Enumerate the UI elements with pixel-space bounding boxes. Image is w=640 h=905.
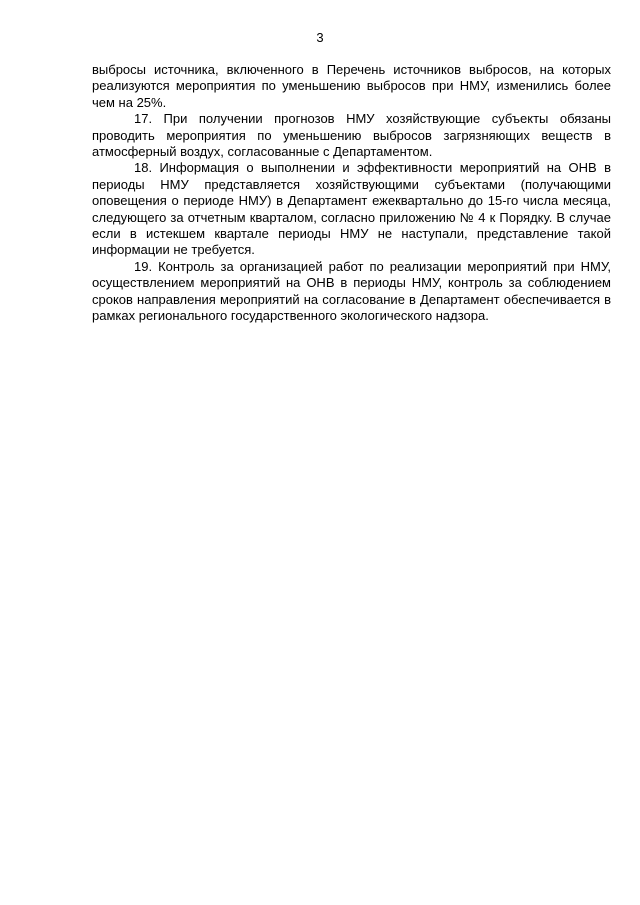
paragraph-item-19: 19. Контроль за организацией работ по реализации мероприятий при НМУ, осуществлением мероприятий на ОНВ в периоды НМУ, контроль за соблюдением сроков направления мероприятий на согласование в Департамент обеспечивается в рамках регионального государственного экологического надзора. (92, 258, 611, 324)
document-body (92, 62, 611, 325)
paragraph-item-17: 17. При получении прогнозов НМУ хозяйствующие субъекты обязаны проводить мероприятия по уменьшению выбросов загрязняющих веществ в атмосферный воздух, согласованные с Департаментом. (92, 111, 611, 160)
paragraph-item-18: 18. Информация о выполнении и эффективности мероприятий на ОНВ в периоды НМУ представляется хозяйствующими субъектами (получающими оповещения о периоде НМУ) в Департамент ежеквартально до 15-го числа месяца, следующего за отчетным кварталом, согласно приложению № 4 к Порядку. В случае если в истекшем квартале периоды НМУ не наступали, представление такой информации не требуется. (92, 160, 611, 258)
page-number: 3 (316, 30, 324, 45)
paragraph-continuation: выбросы источника, включенного в Перечень источников выбросов, на которых реализуются мероприятия по уменьшению выбросов при НМУ, изменились более чем на 25%. (92, 62, 611, 110)
